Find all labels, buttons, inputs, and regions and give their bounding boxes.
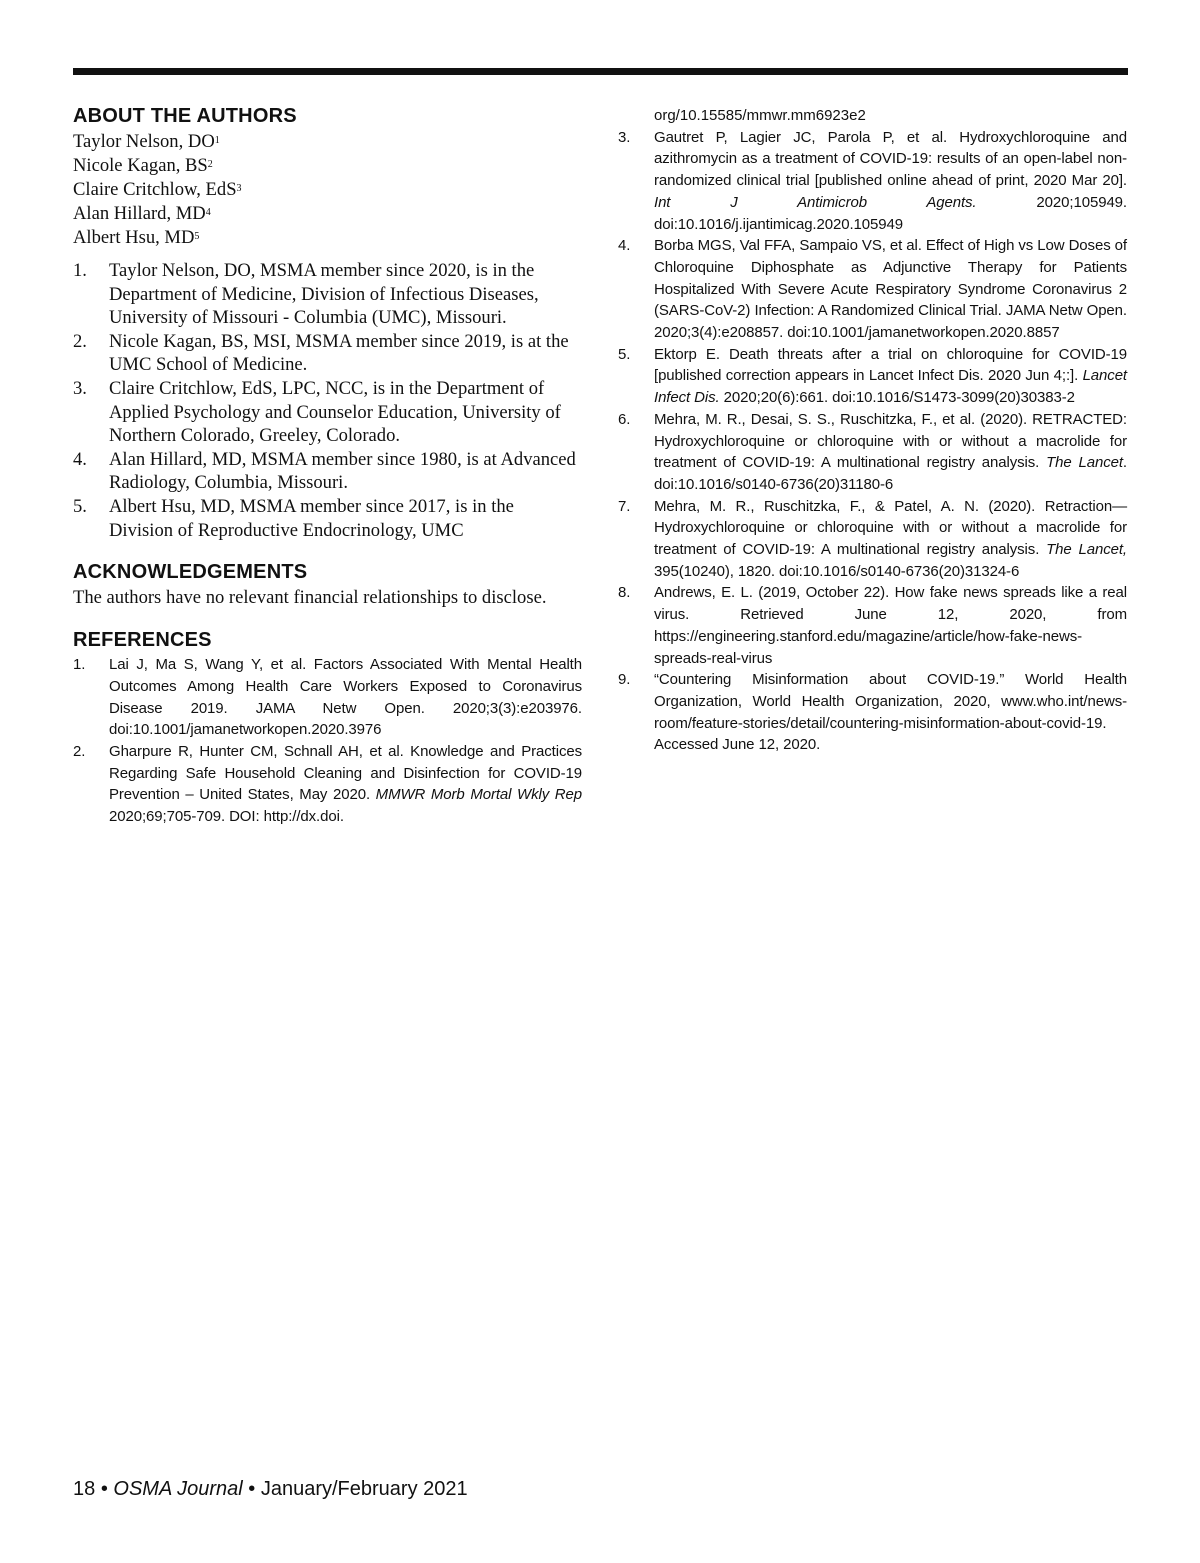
footer-separator: • [248, 1478, 256, 1500]
affiliation-item: 3. Claire Critchlow, EdS, LPC, NCC, is in the Department of Applied Psychology and Counselor Education, University of Northern Colorado, Greeley, Colorado. [73, 377, 561, 447]
top-rule [73, 68, 1128, 75]
references-list-right [618, 127, 1127, 756]
affiliation-item: 2. Nicole Kagan, BS, MSI, MSMA member since 2019, is at the UMC School of Medicine. [73, 330, 569, 376]
author-name: Albert Hsu, $MD^5$ [73, 227, 200, 248]
reference-item: 6. Mehra, M. R., Desai, S. S., Ruschitzka, F., et al. (2020). RETRACTED: Hydroxychloroquine or chloroquine with or without a macrolide for treatment of COVID-19: A multinational registry analysis. The Lancet. doi:10.1016/s0140-6736(20)31180-6 [618, 410, 1127, 493]
author-name: Taylor Nelson, $DO^1$ [73, 131, 220, 152]
issue-date: January/February 2021 [260, 1478, 468, 1500]
author-name: Nicole Kagan, $BS^2$ [73, 155, 213, 176]
reference-item: 7. Mehra, M. R., Ruschitzka, F., & Patel, A. N. (2020). Retraction—Hydroxychloroquine or chloroquine with or without a macrolide for treatment of COVID-19: A multinational registry analysis. The Lancet, 395(10240), 1820. doi:10.1016/s0140-6736(20)31324-6 [618, 497, 1127, 580]
author-name: Alan Hillard, $MD^4$ [73, 203, 211, 224]
reference-item: 3. Gautret P, Lagier JC, Parola P, et al. Hydroxychloroquine and azithromycin as a treatment of COVID-19: results of an open-label non-randomized clinical trial [published online ahead of print, 2020 Mar 20]. Int J Antimicrob Agents. 2020;105949. doi:10.1016/j.ijantimicag.2020.105949 [618, 128, 1127, 233]
reference-item: 2. Gharpure R, Hunter CM, Schnall AH, et al. Knowledge and Practices Regarding Safe Household Cleaning and Disinfection for COVID-19 Prevention – United States, May 2020. MMWR Morb Mortal Wkly Rep 2020;69;705-709. DOI: http://dx.doi. [73, 742, 582, 826]
affiliation-item: 4. Alan Hillard, MD, MSMA member since 1980, is at Advanced Radiology, Columbia, Missouri. [73, 448, 576, 494]
reference-item: 8. Andrews, E. L. (2019, October 22). How fake news spreads like a real virus. Retrieved June 12, 2020, from https://engineering.stanford.edu/magazine/article/how-fake-news-spreads-real-virus [618, 584, 1127, 667]
journal-name: OSMA Journal [113, 1478, 243, 1500]
reference-item: 9. “Countering Misinformation about COVID-19.” World Health Organization, World Health Organization, 2020, www.who.int/news-room/feature-stories/detail/countering-misinformation-about-covid-19. Accessed June 12, 2020. [618, 671, 1127, 754]
affiliation-item: 5. Albert Hsu, MD, MSMA member since 2017, is in the Division of Reproductive Endocrinology, UMC [73, 495, 514, 541]
author-list [73, 130, 582, 250]
reference-item: 1. Lai J, Ma S, Wang Y, et al. Factors Associated With Mental Health Outcomes Among Health Care Workers Exposed to Coronavirus Disease 2019. JAMA Netw Open. 2020;3(3):e203976. doi:10.1001/jamanetworkopen.2020.3976 [73, 656, 582, 739]
affiliation-item: 1. Taylor Nelson, DO, MSMA member since 2020, is in the Department of Medicine, Division of Infectious Diseases, University of Missouri - Columbia (UMC), Missouri. [73, 260, 539, 329]
right-column [618, 105, 1127, 756]
author-name: Claire Critchlow, EdS$^3$ [73, 179, 242, 200]
references-list-left [73, 654, 582, 828]
page-number: 18 [73, 1478, 96, 1500]
references-heading: REFERENCES [73, 629, 212, 652]
left-column [73, 104, 582, 828]
about-authors-heading: ABOUT THE AUTHORS [73, 105, 297, 127]
reference-continuation: org/10.15585/mmwr.mm6923e2 [654, 107, 866, 124]
reference-item: 5. Ektorp E. Death threats after a trial on chloroquine for COVID-19 [published correction appears in Lancet Infect Dis. 2020 Jun 4;:]. Lancet Infect Dis. 2020;20(6):661. doi:10.1016/S1473-3099(20)30383-2 [618, 345, 1127, 407]
page-footer [73, 1477, 468, 1501]
footer-separator: • [100, 1478, 108, 1500]
reference-item: 4. Borba MGS, Val FFA, Sampaio VS, et al. Effect of High vs Low Doses of Chloroquine Diphosphate as Adjunctive Therapy for Patients Hospitalized With Severe Acute Respiratory Syndrome Coronavirus 2 (SARS-CoV-2) Infection: A Randomized Clinical Trial. JAMA Netw Open. 2020;3(4):e208857. doi:10.1001/jamanetworkopen.2020.8857 [618, 237, 1127, 342]
acknowledgements-text: The authors have no relevant financial relationships to disclose. [73, 587, 547, 609]
affiliation-list [73, 259, 582, 542]
acknowledgements-heading: ACKNOWLEDGEMENTS [73, 561, 308, 584]
